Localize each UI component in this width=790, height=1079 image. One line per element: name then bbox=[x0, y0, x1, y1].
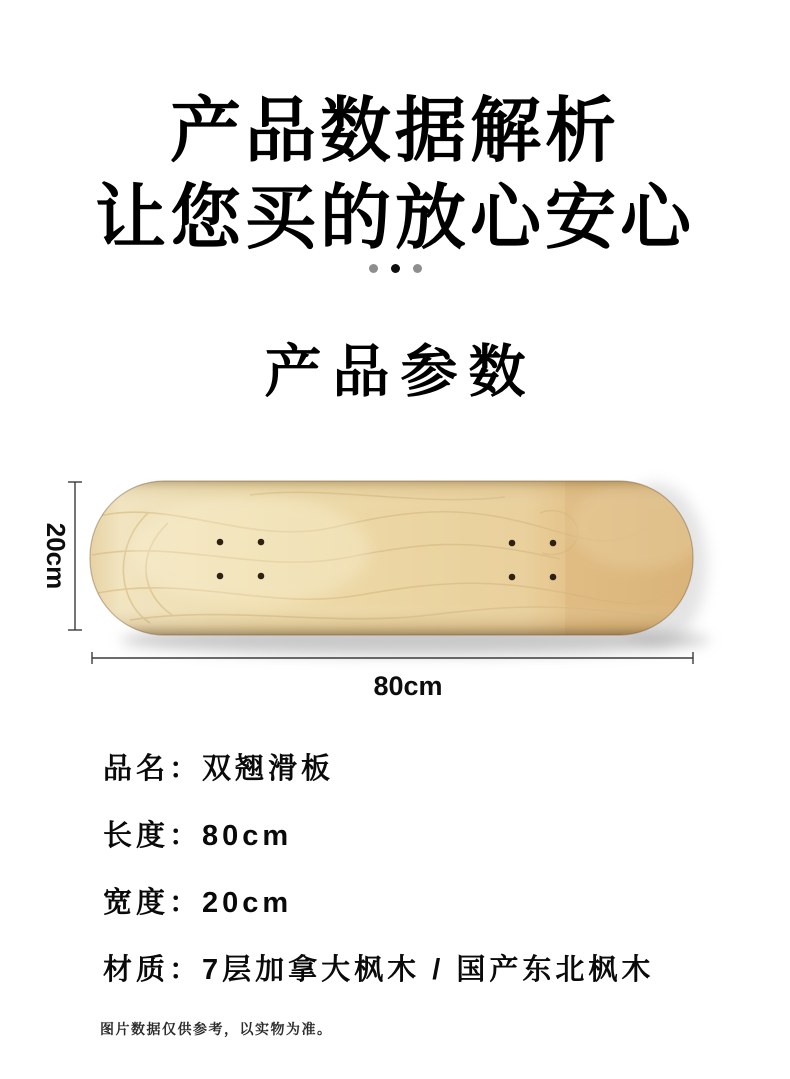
spec-row-name bbox=[103, 754, 654, 784]
section-heading: 产品参数 bbox=[264, 340, 537, 404]
deck-width-label: 20cm bbox=[41, 522, 72, 590]
product-figure bbox=[0, 455, 790, 705]
deck-length-label: 80cm bbox=[373, 671, 443, 701]
skateboard-deck bbox=[90, 475, 710, 645]
separator-dot-icon bbox=[391, 264, 400, 273]
page-title-line2: 让您买的放心安心 bbox=[94, 179, 695, 258]
separator-dot-icon bbox=[413, 264, 422, 273]
separator-dot-icon bbox=[369, 264, 378, 273]
spec-label: 品名： bbox=[103, 753, 203, 785]
spec-row-material bbox=[103, 955, 654, 985]
spec-value: 7层加拿大枫木 / 国产东北枫木 bbox=[202, 954, 655, 986]
spec-row-width bbox=[103, 888, 654, 918]
skateboard-deck-image bbox=[0, 455, 790, 705]
spec-label: 长度： bbox=[103, 820, 203, 852]
spec-label: 宽度： bbox=[103, 887, 203, 919]
spec-row-length bbox=[103, 821, 654, 851]
spec-value: 双翘滑板 bbox=[202, 753, 335, 785]
spec-list bbox=[103, 754, 654, 1022]
page-title-line1: 产品数据解析 bbox=[169, 92, 620, 171]
spec-value: 20cm bbox=[202, 887, 293, 919]
spec-value: 80cm bbox=[202, 820, 293, 852]
spec-label: 材质： bbox=[103, 954, 203, 986]
page-title bbox=[0, 88, 790, 262]
separator-dots bbox=[0, 264, 790, 273]
disclaimer-note: 图片数据仅供参考，以实物为准。 bbox=[100, 1021, 333, 1037]
